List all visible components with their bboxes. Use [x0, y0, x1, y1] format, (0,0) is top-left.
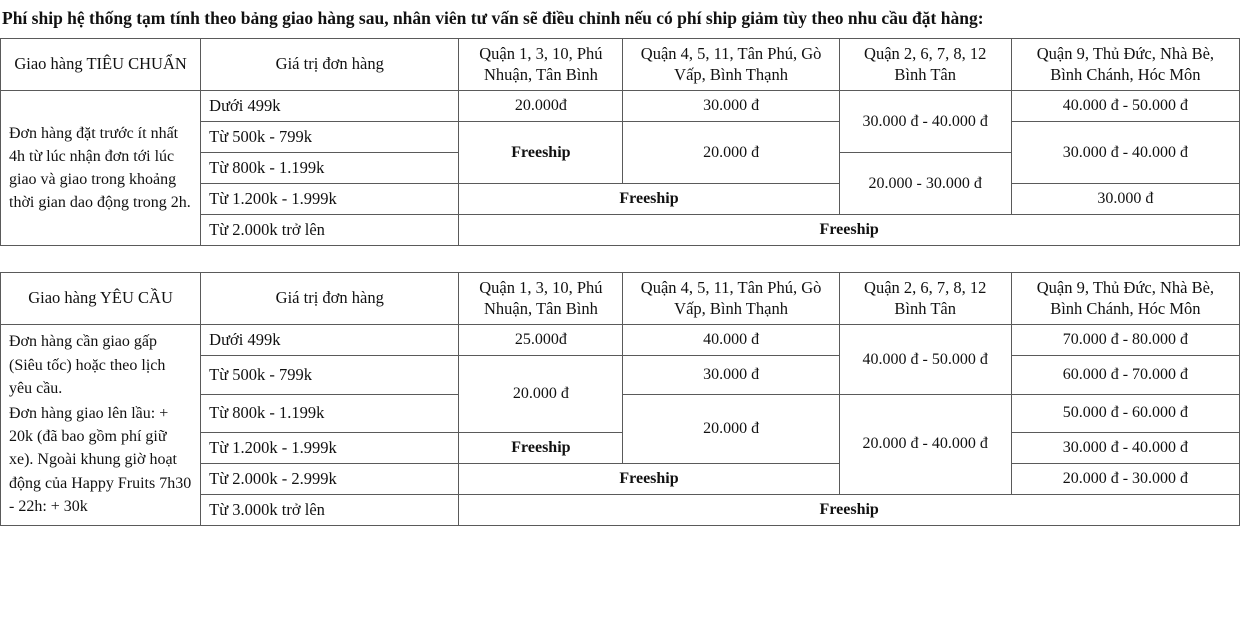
fee-zone2-tier2-3: 20.000 đ [623, 122, 839, 184]
fee-zone4-tier1: 70.000 đ - 80.000 đ [1011, 325, 1239, 356]
standard-delivery-table [0, 38, 1240, 246]
fee-zone3-tier3-4: 20.000 - 30.000 đ [839, 153, 1011, 215]
tier-label: Dưới 499k [201, 91, 459, 122]
fee-zone3-tier1-2: 40.000 đ - 50.000 đ [839, 325, 1011, 394]
fee-zone2-tier1: 40.000 đ [623, 325, 839, 356]
table-row [1, 91, 1240, 122]
standard-description: Đơn hàng đặt trước ít nhất 4h từ lúc nhận đơn tới lúc giao và giao trong khoảng thời gian dao động trong 2h. [1, 91, 201, 246]
table-header-row [1, 273, 1240, 325]
fee-zone1-tier2-3: Freeship [459, 122, 623, 184]
header-zone-4: Quận 9, Thủ Đức, Nhà Bè, Bình Chánh, Hóc Môn [1011, 38, 1239, 90]
tier-label: Từ 2.000k trở lên [201, 215, 459, 246]
fee-zone1-tier4: Freeship [459, 432, 623, 463]
fee-all-zones-tier5: Freeship [459, 215, 1240, 246]
tier-label: Từ 1.200k - 1.999k [201, 432, 459, 463]
fee-all-zones-tier6: Freeship [459, 494, 1240, 525]
fee-zone2-tier3-4: 20.000 đ [623, 394, 839, 463]
header-zone-2: Quận 4, 5, 11, Tân Phú, Gò Vấp, Bình Thạnh [623, 38, 839, 90]
fee-zone1-tier2-3: 20.000 đ [459, 356, 623, 433]
fee-zone1-tier1: 25.000đ [459, 325, 623, 356]
fee-zone1-2-tier4: Freeship [459, 184, 839, 215]
fee-zone4-tier4: 30.000 đ [1011, 184, 1239, 215]
fee-zone4-tier4: 30.000 đ - 40.000 đ [1011, 432, 1239, 463]
tier-label: Từ 500k - 799k [201, 356, 459, 394]
fee-zone2-tier1: 30.000 đ [623, 91, 839, 122]
fee-zone2-tier2: 30.000 đ [623, 356, 839, 394]
tier-label: Dưới 499k [201, 325, 459, 356]
header-order-value: Giá trị đơn hàng [201, 273, 459, 325]
header-zone-1: Quận 1, 3, 10, Phú Nhuận, Tân Bình [459, 273, 623, 325]
header-zone-3: Quận 2, 6, 7, 8, 12 Bình Tân [839, 38, 1011, 90]
table-spacer [0, 246, 1240, 272]
fee-zone4-tier2-3: 30.000 đ - 40.000 đ [1011, 122, 1239, 184]
fee-zone4-tier3: 50.000 đ - 60.000 đ [1011, 394, 1239, 432]
header-request-delivery: Giao hàng YÊU CẦU [1, 273, 201, 325]
header-zone-4: Quận 9, Thủ Đức, Nhà Bè, Bình Chánh, Hóc Môn [1011, 273, 1239, 325]
request-description-line-2: Đơn hàng giao lên lầu: + 20k (đã bao gồm phí giữ xe). Ngoài khung giờ hoạt động của Happy Fruits 7h30 - 22h: + 30k [9, 404, 192, 515]
tier-label: Từ 500k - 799k [201, 122, 459, 153]
fee-zone4-tier1: 40.000 đ - 50.000 đ [1011, 91, 1239, 122]
tier-label: Từ 3.000k trở lên [201, 494, 459, 525]
tier-label: Từ 800k - 1.199k [201, 153, 459, 184]
fee-zone1-tier1: 20.000đ [459, 91, 623, 122]
tier-label: Từ 1.200k - 1.999k [201, 184, 459, 215]
tier-label: Từ 800k - 1.199k [201, 394, 459, 432]
fee-zone3-tier3-5: 20.000 đ - 40.000 đ [839, 394, 1011, 494]
header-zone-3: Quận 2, 6, 7, 8, 12 Bình Tân [839, 273, 1011, 325]
header-zone-1: Quận 1, 3, 10, Phú Nhuận, Tân Bình [459, 38, 623, 90]
request-description [1, 325, 201, 526]
fee-zone1-2-tier5: Freeship [459, 463, 839, 494]
tier-label: Từ 2.000k - 2.999k [201, 463, 459, 494]
table-row [1, 325, 1240, 356]
header-order-value: Giá trị đơn hàng [201, 38, 459, 90]
header-zone-2: Quận 4, 5, 11, Tân Phú, Gò Vấp, Bình Thạnh [623, 273, 839, 325]
request-delivery-table [0, 272, 1240, 526]
fee-zone3-tier1-2: 30.000 đ - 40.000 đ [839, 91, 1011, 153]
header-standard-delivery: Giao hàng TIÊU CHUẨN [1, 38, 201, 90]
request-description-line-1: Đơn hàng cần giao gấp (Siêu tốc) hoặc theo lịch yêu cầu. [9, 333, 166, 397]
table-header-row [1, 38, 1240, 90]
fee-zone4-tier5: 20.000 đ - 30.000 đ [1011, 463, 1239, 494]
intro-text: Phí ship hệ thống tạm tính theo bảng giao hàng sau, nhân viên tư vấn sẽ điều chỉnh nếu có phí ship giảm tùy theo nhu cầu đặt hàng: [2, 8, 984, 28]
fee-zone4-tier2: 60.000 đ - 70.000 đ [1011, 356, 1239, 394]
